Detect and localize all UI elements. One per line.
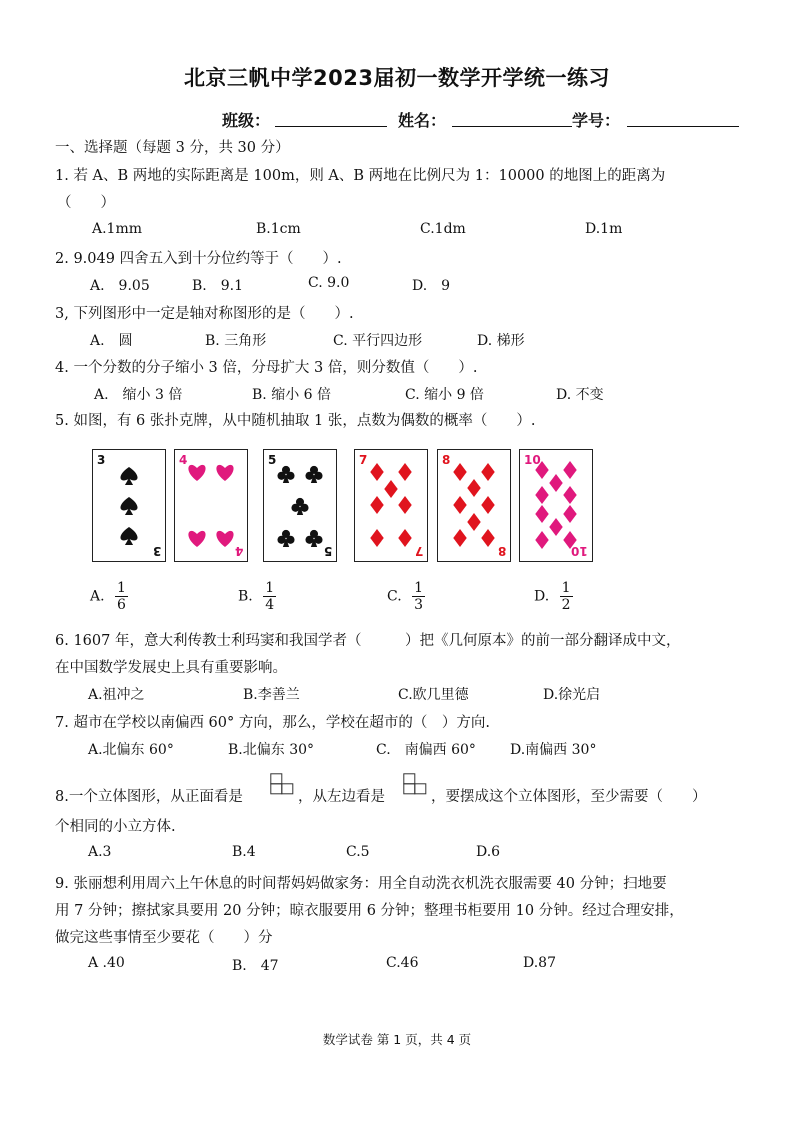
q1-option-b[interactable]: B.1cm — [256, 221, 301, 237]
card-rank-top: 7 — [359, 453, 368, 467]
q5-option-a[interactable] — [90, 580, 128, 613]
playing-card-7-diamond — [354, 449, 428, 562]
student-id-label: 学号： — [572, 111, 621, 130]
q1-bracket: （ ） — [57, 195, 115, 211]
name-field[interactable] — [452, 108, 572, 127]
q9-option-d[interactable]: D.87 — [523, 955, 556, 971]
card-rank-top: 10 — [524, 453, 541, 467]
section-heading: 一、选择题（每题 3 分，共 30 分） — [55, 140, 290, 156]
q2-option-a[interactable]: A. 9.05 — [90, 278, 150, 294]
q4-option-c[interactable]: C. 缩小 9 倍 — [405, 387, 484, 403]
card-rank-top: 4 — [179, 453, 188, 467]
student-id-field[interactable] — [627, 108, 739, 127]
card-rank-bottom: 8 — [497, 544, 506, 558]
q8-option-d[interactable]: D.6 — [476, 844, 501, 860]
q3-text: 3, 下列图形中一定是轴对称图形的是（ ）. — [55, 306, 354, 322]
q6-option-a[interactable]: A.祖冲之 — [88, 687, 145, 703]
card-rank-bottom: 3 — [152, 544, 161, 558]
q8-text-line2: 个相同的小立方体. — [55, 819, 176, 835]
q9-option-b[interactable]: B. 47 — [232, 958, 279, 974]
left-view-grid-icon — [403, 773, 429, 797]
q2-option-d[interactable]: D. 9 — [412, 278, 451, 294]
page-footer: 数学试卷 第 1 页，共 4 页 — [322, 1032, 472, 1047]
q8-text-part2: ，从左边看是 — [298, 789, 385, 805]
q4-option-a[interactable]: A. 缩小 3 倍 — [94, 387, 183, 403]
playing-card-4-heart — [174, 449, 248, 562]
q8-text-part3: ，要摆成这个立体图形，至少需要（ ） — [431, 789, 707, 805]
q8-text-part1: 8.一个立体图形，从正面看是 — [55, 789, 243, 805]
fraction-one-fourth: $\frac{1}{4}$ — [265, 580, 275, 613]
q3-option-d[interactable]: D. 梯形 — [477, 333, 525, 349]
q2-option-b[interactable]: B. 9.1 — [192, 278, 244, 294]
q3-option-c[interactable]: C. 平行四边形 — [333, 333, 423, 349]
playing-card-3-spade — [92, 449, 166, 562]
q2-option-c[interactable]: C. 9.0 — [308, 275, 350, 291]
name-label: 姓名： — [398, 111, 447, 130]
playing-card-5-club — [263, 449, 337, 562]
q3-option-a[interactable]: A. 圆 — [90, 333, 133, 349]
front-view-grid-icon — [270, 773, 296, 797]
q8-option-b[interactable]: B.4 — [232, 844, 256, 860]
q9-text-line1: 9. 张丽想利用周六上午休息的时间帮妈妈做家务：用全自动洗衣机洗衣服需要 40 分钟；扫地要 — [55, 876, 667, 892]
q6-option-c[interactable]: C.欧几里德 — [398, 687, 469, 703]
q9-option-a[interactable]: A .40 — [88, 955, 125, 971]
q8-option-c[interactable]: C.5 — [346, 844, 370, 860]
q1-text: 1. 若 A、B 两地的实际距离是 100m，则 A、B 两地在比例尺为 1：10000 的地图上的距离为 — [55, 168, 666, 184]
q7-option-c[interactable]: C. 南偏西 60° — [376, 742, 476, 758]
class-label: 班级： — [222, 111, 271, 130]
exam-title: 北京三帆中学2023届初一数学开学统一练习 — [184, 66, 610, 90]
card-rank-top: 8 — [442, 453, 451, 467]
q2-text: 2. 9.049 四舍五入到十分位约等于（ ）. — [55, 251, 342, 267]
q5-text: 5. 如图，有 6 张扑克牌，从中随机抽取 1 张，点数为偶数的概率（ ）. — [55, 413, 536, 429]
q7-text: 7. 超市在学校以南偏西 60° 方向，那么，学校在超市的（ ）方向. — [55, 715, 490, 731]
q5-option-b-label: B. — [238, 588, 253, 605]
card-rank-bottom: 10 — [571, 544, 588, 558]
playing-card-10-diamond — [519, 449, 593, 562]
q9-option-c[interactable]: C.46 — [386, 955, 419, 971]
q4-option-d[interactable]: D. 不变 — [556, 387, 604, 403]
q1-option-a[interactable]: A.1mm — [92, 221, 143, 237]
q9-text-line2: 用 7 分钟；擦拭家具要用 20 分钟；晾衣服要用 6 分钟；整理书柜要用 10 分钟。经过合理安排， — [55, 903, 684, 919]
q7-option-a[interactable]: A.北偏东 60° — [88, 742, 174, 758]
q5-option-c[interactable] — [387, 580, 425, 613]
fraction-one-half: $\frac{1}{2}$ — [561, 580, 571, 613]
fraction-one-third: $\frac{1}{3}$ — [414, 580, 424, 613]
card-rank-bottom: 5 — [323, 544, 332, 558]
q6-option-d[interactable]: D.徐光启 — [543, 687, 601, 703]
q7-option-b[interactable]: B.北偏东 30° — [228, 742, 315, 758]
playing-card-8-diamond — [437, 449, 511, 562]
q9-text-line3: 做完这些事情至少要花（ ）分 — [55, 930, 273, 946]
q4-option-b[interactable]: B. 缩小 6 倍 — [252, 387, 331, 403]
q6-option-b[interactable]: B.李善兰 — [243, 687, 300, 703]
q1-option-d[interactable]: D.1m — [585, 221, 623, 237]
class-field[interactable] — [275, 108, 387, 127]
q6-text-line1: 6. 1607 年，意大利传教士利玛窦和我国学者（ ）把《几何原本》的前一部分翻译成中文， — [55, 633, 681, 649]
q7-option-d[interactable]: D.南偏西 30° — [510, 742, 597, 758]
card-rank-bottom: 7 — [414, 544, 423, 558]
card-rank-top: 5 — [268, 453, 277, 467]
q1-option-c[interactable]: C.1dm — [420, 221, 466, 237]
q6-text-line2: 在中国数学发展史上具有重要影响。 — [55, 660, 287, 676]
q4-text: 4. 一个分数的分子缩小 3 倍，分母扩大 3 倍，则分数值（ ）. — [55, 360, 478, 376]
card-rank-top: 3 — [97, 453, 106, 467]
q5-option-d-label: D. — [534, 588, 550, 605]
fraction-one-sixth: $\frac{1}{6}$ — [117, 580, 126, 613]
q5-option-b[interactable] — [238, 580, 276, 613]
q5-option-a-label: A. — [90, 588, 105, 605]
q8-option-a[interactable]: A.3 — [88, 844, 112, 860]
q3-option-b[interactable]: B. 三角形 — [205, 333, 267, 349]
card-rank-bottom: 4 — [234, 544, 243, 558]
q5-option-c-label: C. — [387, 588, 402, 605]
q5-option-d[interactable] — [534, 580, 573, 613]
